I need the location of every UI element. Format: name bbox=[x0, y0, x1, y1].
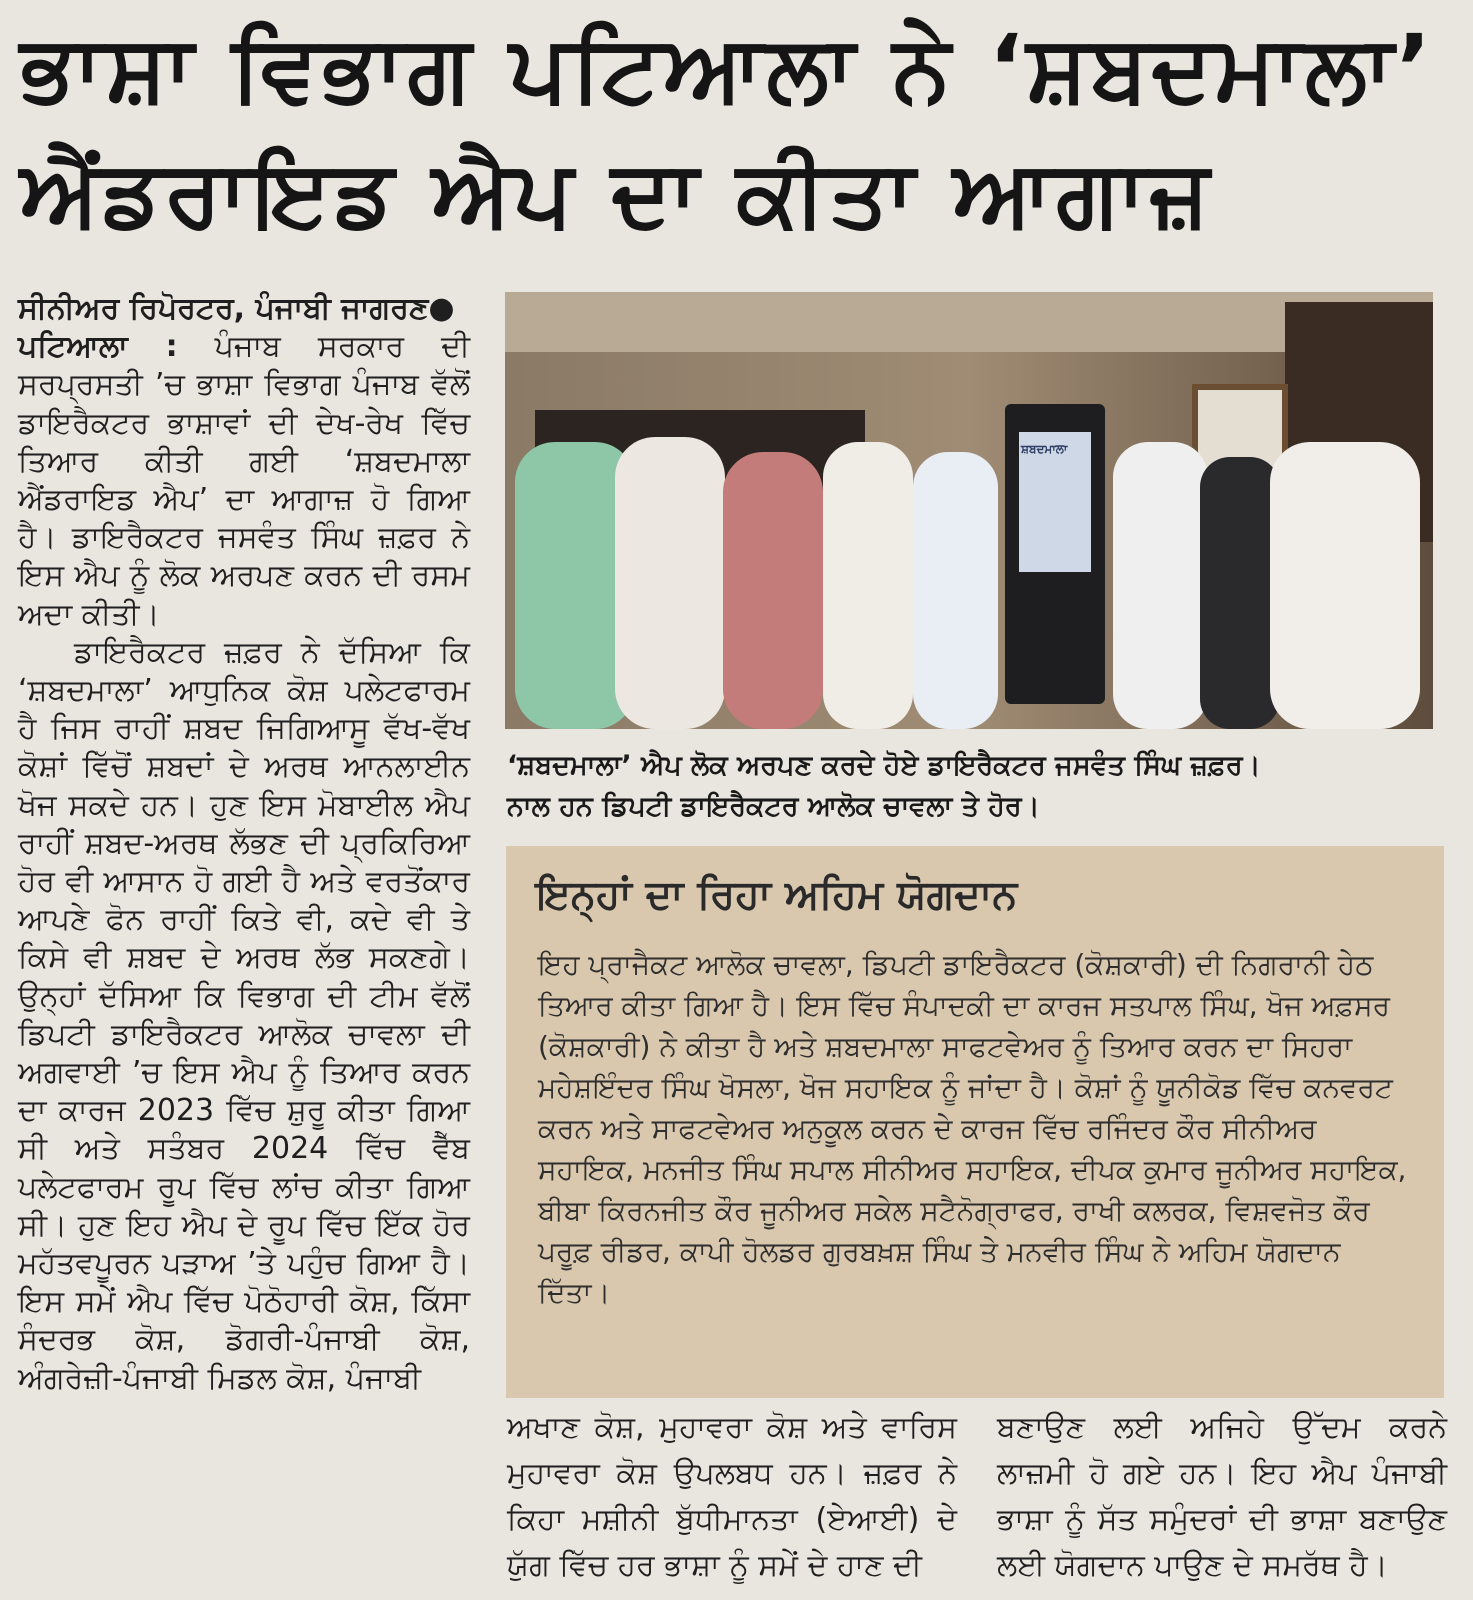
contributors-box-body: ਇਹ ਪ੍ਰਾਜੈਕਟ ਆਲੋਕ ਚਾਵਲਾ, ਡਿਪਟੀ ਡਾਇਰੈਕਟਰ (ਕੋਸ਼ਕਾਰੀ) ਦੀ ਨਿਗਰਾਨੀ ਹੇਠ ਤਿਆਰ ਕੀਤਾ ਗਿਆ ਹੈ। ਇਸ ਵਿੱਚ ਸੰਪਾਦਕੀ ਦਾ ਕਾਰਜ ਸਤਪਾਲ ਸਿੰਘ, ਖੋਜ ਅਫ਼ਸਰ (ਕੋਸ਼ਕਾਰੀ) ਨੇ ਕੀਤਾ ਹੈ ਅਤੇ ਸ਼ਬਦਮਾਲਾ ਸਾਫਟਵੇਅਰ ਨੂੰ ਤਿਆਰ ਕਰਨ ਦਾ ਸਿਹਰਾ ਮਹੇਸ਼ਇੰਦਰ ਸਿੰਘ ਖੋਸਲਾ, ਖੋਜ ਸਹਾਇਕ ਨੂੰ ਜਾਂਦਾ ਹੈ। ਕੋਸ਼ਾਂ ਨੂੰ ਯੂਨੀਕੋਡ ਵਿੱਚ ਕਨਵਰਟ ਕਰਨ ਅਤੇ ਸਾਫਟਵੇਅਰ ਅਨੁਕੂਲ ਕਰਨ ਦੇ ਕਾਰਜ ਵਿੱਚ ਰਜਿੰਦਰ ਕੌਰ ਸੀਨੀਅਰ ਸਹਾਇਕ, ਮਨਜੀਤ ਸਿੰਘ ਸਪਾਲ ਸੀਨੀਅਰ ਸਹਾਇਕ, ਦੀਪਕ ਕੁਮਾਰ ਜੂਨੀਅਰ ਸਹਾਇਕ, ਬੀਬਾ ਕਿਰਨਜੀਤ ਕੌਰ ਜੂਨੀਅਰ ਸਕੇਲ ਸਟੈਨੋਗ੍ਰਾਫਰ, ਰਾਖੀ ਕਲਰਕ, ਵਿਸ਼ਵਜੋਤ ਕੌਰ ਪਰੂਫ਼ ਰੀਡਰ, ਕਾਪੀ ਹੋਲਡਰ ਗੁਰਬਖ਼ਸ਼ ਸਿੰਘ ਤੇ ਮਨਵੀਰ ਸਿੰਘ ਨੇ ਅਹਿਮ ਯੋਗਦਾਨ ਦਿੱਤਾ। bbox=[538, 948, 1407, 1309]
photo-caption bbox=[507, 745, 1437, 827]
article-column-right bbox=[997, 1405, 1447, 1589]
byline: ਸੀਨੀਅਰ ਰਿਪੋਰਟਰ, ਪੰਜਾਬੀ ਜਾਗਰਣ● bbox=[18, 291, 455, 326]
article-paragraph-3: ਅਖਾਣ ਕੋਸ਼, ਮੁਹਾਵਰਾ ਕੋਸ਼ ਅਤੇ ਵਾਰਿਸ ਮੁਹਾਵਰਾ ਕੋਸ਼ ਉਪਲਬਧ ਹਨ। ਜ਼ਫ਼ਰ ਨੇ ਕਿਹਾ ਮਸ਼ੀਨੀ ਬੁੱਧੀਮਾਨਤਾ (ਏਆਈ) ਦੇ ਯੁੱਗ ਵਿੱਚ ਹਰ ਭਾਸ਼ਾ ਨੂੰ ਸਮੇਂ ਦੇ ਹਾਣ ਦੀ bbox=[507, 1410, 957, 1583]
article-paragraph-2: ਡਾਇਰੈਕਟਰ ਜ਼ਫ਼ਰ ਨੇ ਦੱਸਿਆ ਕਿ ‘ਸ਼ਬਦਮਾਲਾ’ ਆਧੁਨਿਕ ਕੋਸ਼ ਪਲੇਟਫਾਰਮ ਹੈ ਜਿਸ ਰਾਹੀਂ ਸ਼ਬਦ ਜਿਗਿਆਸੂ ਵੱਖ-ਵੱਖ ਕੋਸ਼ਾਂ ਵਿੱਚੋਂ ਸ਼ਬਦਾਂ ਦੇ ਅਰਥ ਆਨਲਾਈਨ ਖੋਜ ਸਕਦੇ ਹਨ। ਹੁਣ ਇਸ ਮੋਬਾਈਲ ਐਪ ਰਾਹੀਂ ਸ਼ਬਦ-ਅਰਥ ਲੱਭਣ ਦੀ ਪ੍ਰਕਿਰਿਆ ਹੋਰ ਵੀ ਆਸਾਨ ਹੋ ਗਈ ਹੈ ਅਤੇ ਵਰਤੋਂਕਾਰ ਆਪਣੇ ਫੋਨ ਰਾਹੀਂ ਕਿਤੇ ਵੀ, ਕਦੇ ਵੀ ਤੇ ਕਿਸੇ ਵੀ ਸ਼ਬਦ ਦੇ ਅਰਥ ਲੱਭ ਸਕਣਗੇ। ਉਨ੍ਹਾਂ ਦੱਸਿਆ ਕਿ ਵਿਭਾਗ ਦੀ ਟੀਮ ਵੱਲੋਂ ਡਿਪਟੀ ਡਾਇਰੈਕਟਰ ਆਲੋਕ ਚਾਵਲਾ ਦੀ ਅਗਵਾਈ ’ਚ ਇਸ ਐਪ ਨੂੰ ਤਿਆਰ ਕਰਨ ਦਾ ਕਾਰਜ 2023 ਵਿੱਚ ਸ਼ੁਰੂ ਕੀਤਾ ਗਿਆ ਸੀ ਅਤੇ ਸਤੰਬਰ 2024 ਵਿੱਚ ਵੈੱਬ ਪਲੇਟਫਾਰਮ ਰੂਪ ਵਿੱਚ ਲਾਂਚ ਕੀਤਾ ਗਿਆ ਸੀ। ਹੁਣ ਇਹ ਐਪ ਦੇ ਰੂਪ ਵਿੱਚ ਇੱਕ ਹੋਰ ਮਹੱਤਵਪੂਰਨ ਪੜਾਅ ’ਤੇ ਪਹੁੰਚ ਗਿਆ ਹੈ। ਇਸ ਸਮੇਂ ਐਪ ਵਿੱਚ ਪੋਠੋਹਾਰੀ ਕੋਸ਼, ਕਿੱਸਾ ਸੰਦਰਭ ਕੋਸ਼, ਡੋਗਰੀ-ਪੰਜਾਬੀ ਕੋਸ਼, ਅੰਗਰੇਜ਼ੀ-ਪੰਜਾਬੀ ਮਿਡਲ ਕੋਸ਼, ਪੰਜਾਬੀ bbox=[18, 634, 470, 1396]
headline-line-1: ਭਾਸ਼ਾ ਵਿਭਾਗ ਪਟਿਆਲਾ ਨੇ ‘ਸ਼ਬਦਮਾਲਾ’ bbox=[20, 15, 1435, 122]
headline-line-2: ਐਂਡਰਾਇਡ ਐਪ ਦਾ ਕੀਤਾ ਆਗਾਜ਼ bbox=[20, 140, 1213, 247]
article-column-left bbox=[18, 290, 470, 1398]
photo-caption-line-2: ਨਾਲ ਹਨ ਡਿਪਟੀ ਡਾਇਰੈਕਟਰ ਆਲੋਕ ਚਾਵਲਾ ਤੇ ਹੋਰ। bbox=[507, 791, 1040, 822]
headline bbox=[20, 6, 1450, 256]
event-photo-illustration bbox=[505, 292, 1433, 729]
photo-caption-line-1: ‘ਸ਼ਬਦਮਾਲਾ’ ਐਪ ਲੋਕ ਅਰਪਣ ਕਰਦੇ ਹੋਏ ਡਾਇਰੈਕਟਰ ਜਸਵੰਤ ਸਿੰਘ ਜ਼ਫ਼ਰ। bbox=[507, 750, 1261, 781]
contributors-box-title: ਇਨ੍ਹਾਂ ਦਾ ਰਿਹਾ ਅਹਿਮ ਯੋਗਦਾਨ bbox=[536, 872, 1018, 918]
dateline: ਪਟਿਆਲਾ : bbox=[18, 329, 178, 365]
article-paragraph-1-text: ਪੰਜਾਬ ਸਰਕਾਰ ਦੀ ਸਰਪ੍ਰਸਤੀ ’ਚ ਭਾਸ਼ਾ ਵਿਭਾਗ ਪੰਜਾਬ ਵੱਲੋਂ ਡਾਇਰੈਕਟਰ ਭਾਸ਼ਾਵਾਂ ਦੀ ਦੇਖ-ਰੇਖ ਵਿੱਚ ਤਿਆਰ ਕੀਤੀ ਗਈ ‘ਸ਼ਬਦਮਾਲਾ ਐਂਡਰਾਇਡ ਐਪ’ ਦਾ ਆਗਾਜ਼ ਹੋ ਗਿਆ ਹੈ। ਡਾਇਰੈਕਟਰ ਜਸਵੰਤ ਸਿੰਘ ਜ਼ਫ਼ਰ ਨੇ ਇਸ ਐਪ ਨੂੰ ਲੋਕ ਅਰਪਣ ਕਰਨ ਦੀ ਰਸਮ ਅਦਾ ਕੀਤੀ। bbox=[18, 329, 470, 632]
article-column-middle bbox=[507, 1405, 957, 1589]
event-photo bbox=[505, 292, 1433, 729]
article-paragraph-4: ਬਣਾਉਣ ਲਈ ਅਜਿਹੇ ਉੱਦਮ ਕਰਨੇ ਲਾਜ਼ਮੀ ਹੋ ਗਏ ਹਨ। ਇਹ ਐਪ ਪੰਜਾਬੀ ਭਾਸ਼ਾ ਨੂੰ ਸੱਤ ਸਮੁੰਦਰਾਂ ਦੀ ਭਾਸ਼ਾ ਬਣਾਉਣ ਲਈ ਯੋਗਦਾਨ ਪਾਉਣ ਦੇ ਸਮਰੱਥ ਹੈ। bbox=[997, 1410, 1447, 1583]
article-paragraph-1 bbox=[18, 328, 470, 634]
kiosk-screen-text: ਸ਼ਬਦਮਾਲਾ bbox=[1021, 442, 1068, 456]
contributors-box bbox=[506, 846, 1444, 1398]
